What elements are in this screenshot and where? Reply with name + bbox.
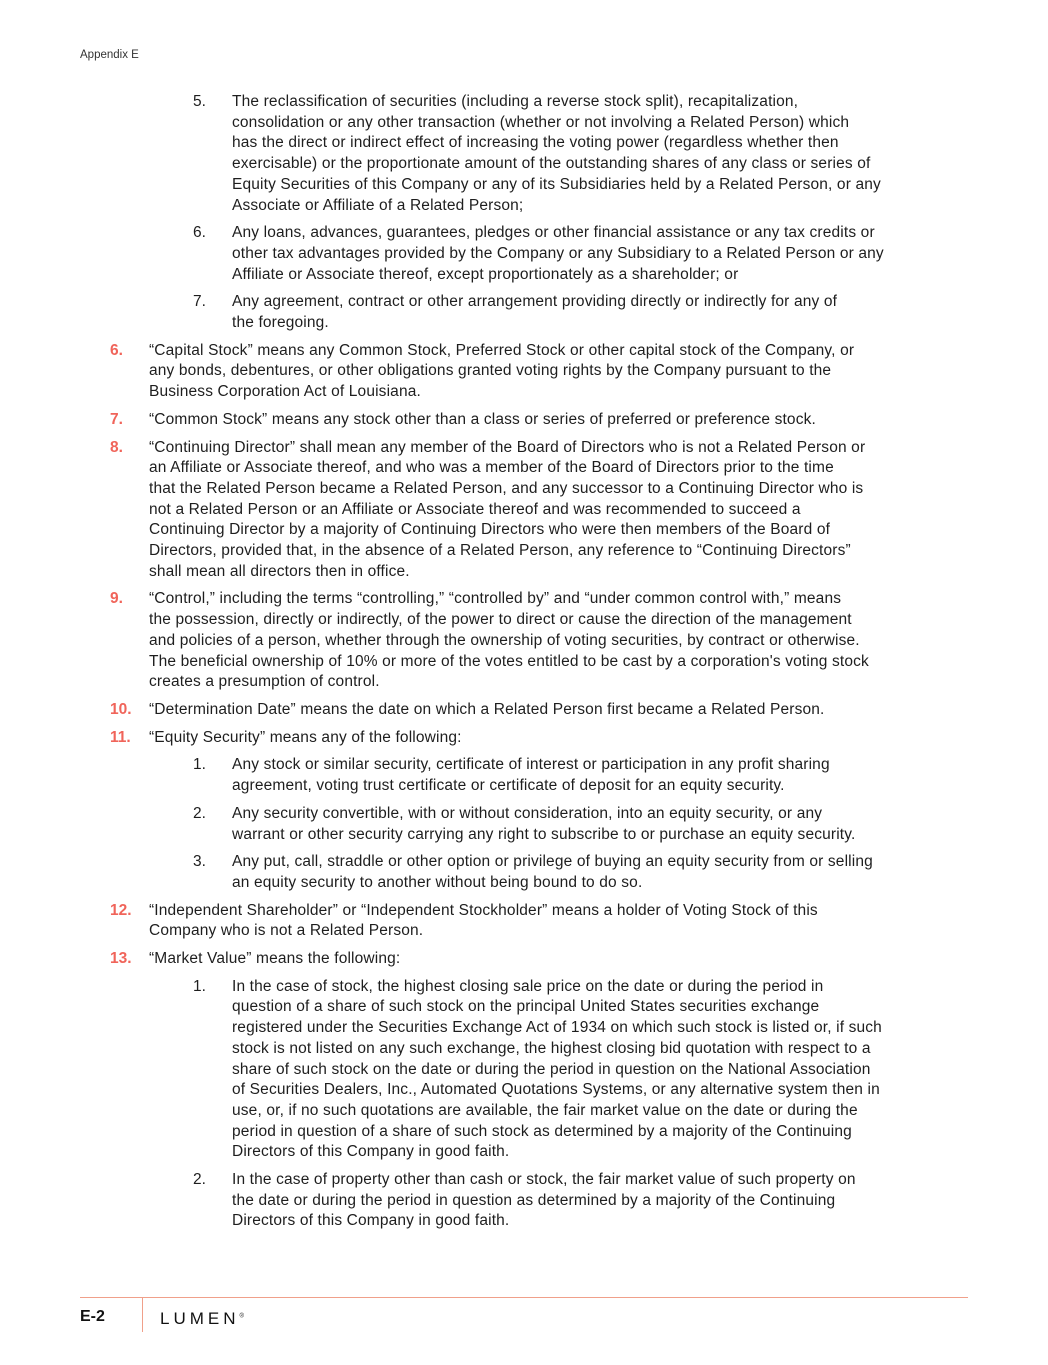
item-text (149, 949, 1048, 970)
item-number: 7. (110, 410, 123, 428)
item-number: 1. (193, 977, 206, 995)
text-line: exercisable) or the proportionate amount of the outstanding shares of any class or series of (232, 155, 871, 173)
item-number: 13. (110, 950, 132, 968)
item-number: 6. (193, 224, 206, 242)
item-number: 11. (110, 728, 131, 746)
text-line: Any loans, advances, guarantees, pledges or other financial assistance or any tax credits or (232, 224, 875, 242)
item-text (232, 755, 1048, 796)
item-text (232, 852, 1048, 893)
text-line: an equity security to another without being bound to do so. (232, 873, 643, 891)
text-line: share of such stock on the date or during the period in question on the National Association (232, 1060, 871, 1078)
item-number: 8. (110, 438, 123, 456)
sub-item (0, 852, 1048, 893)
text-line: creates a presumption of control. (149, 673, 380, 691)
item-text (232, 92, 1048, 216)
text-line: Directors of this Company in good faith. (232, 1212, 510, 1230)
item-text (232, 977, 1048, 1163)
item-text (149, 901, 1048, 942)
text-line: Continuing Director by a majority of Continuing Directors who were then members of the Board of (149, 521, 831, 539)
item-number: 2. (193, 1171, 206, 1189)
text-line: Any put, call, straddle or other option or privilege of buying an equity security from or selling (232, 853, 873, 871)
text-line: Any agreement, contract or other arrangement providing directly or indirectly for any of (232, 293, 838, 311)
item-number: 9. (110, 590, 123, 608)
text-line: Directors, provided that, in the absence of a Related Person, any reference to “Continuing Directors” (149, 542, 851, 560)
text-line: that the Related Person became a Related Person, and any successor to a Continuing Director who is (149, 479, 864, 497)
text-line: period in question of a share of such stock as determined by a majority of the Continuing (232, 1122, 852, 1140)
item-text (149, 728, 1048, 749)
text-line: “Control,” including the terms “controlling,” “controlled by” and “under common control with,” means (149, 590, 842, 608)
text-line: and policies of a person, whether through the ownership of voting securities, by contract or otherwise. (149, 631, 860, 649)
item-text (232, 1170, 1048, 1232)
sub-list (0, 977, 1048, 1232)
definition-item (0, 700, 1048, 721)
text-line: Affiliate or Associate thereof, except proportionately as a shareholder; or (232, 265, 739, 283)
text-line: In the case of property other than cash or stock, the fair market value of such property on (232, 1171, 856, 1189)
text-line: Equity Securities of this Company or any of its Subsidiaries held by a Related Person, or any (232, 175, 881, 193)
text-line: “Market Value” means the following: (149, 950, 401, 968)
definition-item (0, 438, 1048, 583)
text-line: “Common Stock” means any stock other than a class or series of preferred or preference stock. (149, 410, 816, 428)
sub-list (0, 755, 1048, 893)
item-text (149, 341, 1048, 403)
sub-item (0, 292, 1048, 333)
logo-text: LUMEN (160, 1309, 240, 1328)
item-text (232, 804, 1048, 845)
item-number: 7. (193, 293, 206, 311)
sub-item (0, 1170, 1048, 1232)
text-line: “Continuing Director” shall mean any member of the Board of Directors who is not a Related Person or (149, 438, 866, 456)
item-text (149, 438, 1048, 583)
item-number: 10. (110, 700, 132, 718)
text-line: Business Corporation Act of Louisiana. (149, 383, 421, 401)
definition-item (0, 728, 1048, 749)
footer-divider (80, 1297, 968, 1298)
text-line: “Capital Stock” means any Common Stock, Preferred Stock or other capital stock of the Company, or (149, 341, 855, 359)
text-line: the date or during the period in question as determined by a majority of the Continuing (232, 1191, 836, 1209)
text-line: an Affiliate or Associate thereof, and who was a member of the Board of Directors prior to the time (149, 459, 834, 477)
item-text (232, 292, 1048, 333)
item-text (232, 223, 1048, 285)
logo-registered-mark: ® (239, 1313, 244, 1320)
text-line: the foregoing. (232, 314, 329, 332)
text-line: other tax advantages provided by the Company or any Subsidiary to a Related Person or any (232, 244, 884, 262)
text-line: Directors of this Company in good faith. (232, 1143, 510, 1161)
text-line: agreement, voting trust certificate or certificate of deposit for an equity security. (232, 777, 785, 795)
text-line: has the direct or indirect effect of increasing the voting power (regardless whether then (232, 134, 839, 152)
definitions-list (0, 92, 1048, 1239)
item-text (149, 410, 1048, 431)
text-line: “Determination Date” means the date on which a Related Person first became a Related Person. (149, 700, 825, 718)
text-line: not a Related Person or an Affiliate or Associate thereof and was recommended to succeed a (149, 500, 801, 518)
text-line: the possession, directly or indirectly, of the power to direct or cause the direction of the management (149, 611, 852, 629)
text-line: registered under the Securities Exchange Act of 1934 on which such stock is listed or, if such (232, 1019, 882, 1037)
item-number: 3. (193, 853, 206, 871)
sub-item (0, 977, 1048, 1163)
text-line: of Securities Dealers, Inc., Automated Quotations Systems, or any alternative system then in (232, 1081, 880, 1099)
text-line: warrant or other security carrying any right to subscribe to or purchase an equity security. (232, 825, 856, 843)
sub-item (0, 755, 1048, 796)
text-line: use, or, if no such quotations are available, the fair market value on the date or during the (232, 1101, 858, 1119)
text-line: shall mean all directors then in office. (149, 562, 410, 580)
definition-item (0, 589, 1048, 693)
definition-item (0, 410, 1048, 431)
item-number: 12. (110, 901, 132, 919)
text-line: In the case of stock, the highest closing sale price on the date or during the period in (232, 977, 824, 995)
page-number: E-2 (80, 1308, 105, 1325)
running-header: Appendix E (80, 49, 139, 61)
item-text (149, 700, 1048, 721)
text-line: Any security convertible, with or without consideration, into an equity security, or any (232, 804, 823, 822)
lumen-logo (160, 1309, 244, 1329)
text-line: Associate or Affiliate of a Related Person; (232, 196, 524, 214)
item-number: 1. (193, 756, 206, 774)
text-line: stock is not listed on any such exchange, the highest closing bid quotation with respect to a (232, 1039, 871, 1057)
definition-item (0, 341, 1048, 403)
text-line: question of a share of such stock on the principal United States securities exchange (232, 998, 820, 1016)
footer-vertical-divider (142, 1298, 143, 1332)
text-line: consolidation or any other transaction (whether or not involving a Related Person) which (232, 113, 850, 131)
definition-item (0, 901, 1048, 942)
text-line: The reclassification of securities (including a reverse stock split), recapitalization, (232, 93, 799, 110)
text-line: “Equity Security” means any of the following: (149, 728, 462, 746)
text-line: Any stock or similar security, certificate of interest or participation in any profit sharing (232, 756, 830, 774)
definition-item (0, 949, 1048, 970)
text-line: “Independent Shareholder” or “Independent Stockholder” means a holder of Voting Stock of this (149, 901, 818, 919)
sub-item (0, 804, 1048, 845)
sub-item (0, 92, 1048, 216)
text-line: Company who is not a Related Person. (149, 922, 424, 940)
item-number: 2. (193, 804, 206, 822)
text-line: any bonds, debentures, or other obligations granted voting rights by the Company pursuant to the (149, 362, 832, 380)
text-line: The beneficial ownership of 10% or more of the votes entitled to be cast by a corporation's voting stock (149, 652, 869, 670)
sub-item (0, 223, 1048, 285)
item-text (149, 589, 1048, 693)
item-number: 5. (193, 93, 206, 110)
item-number: 6. (110, 341, 123, 359)
